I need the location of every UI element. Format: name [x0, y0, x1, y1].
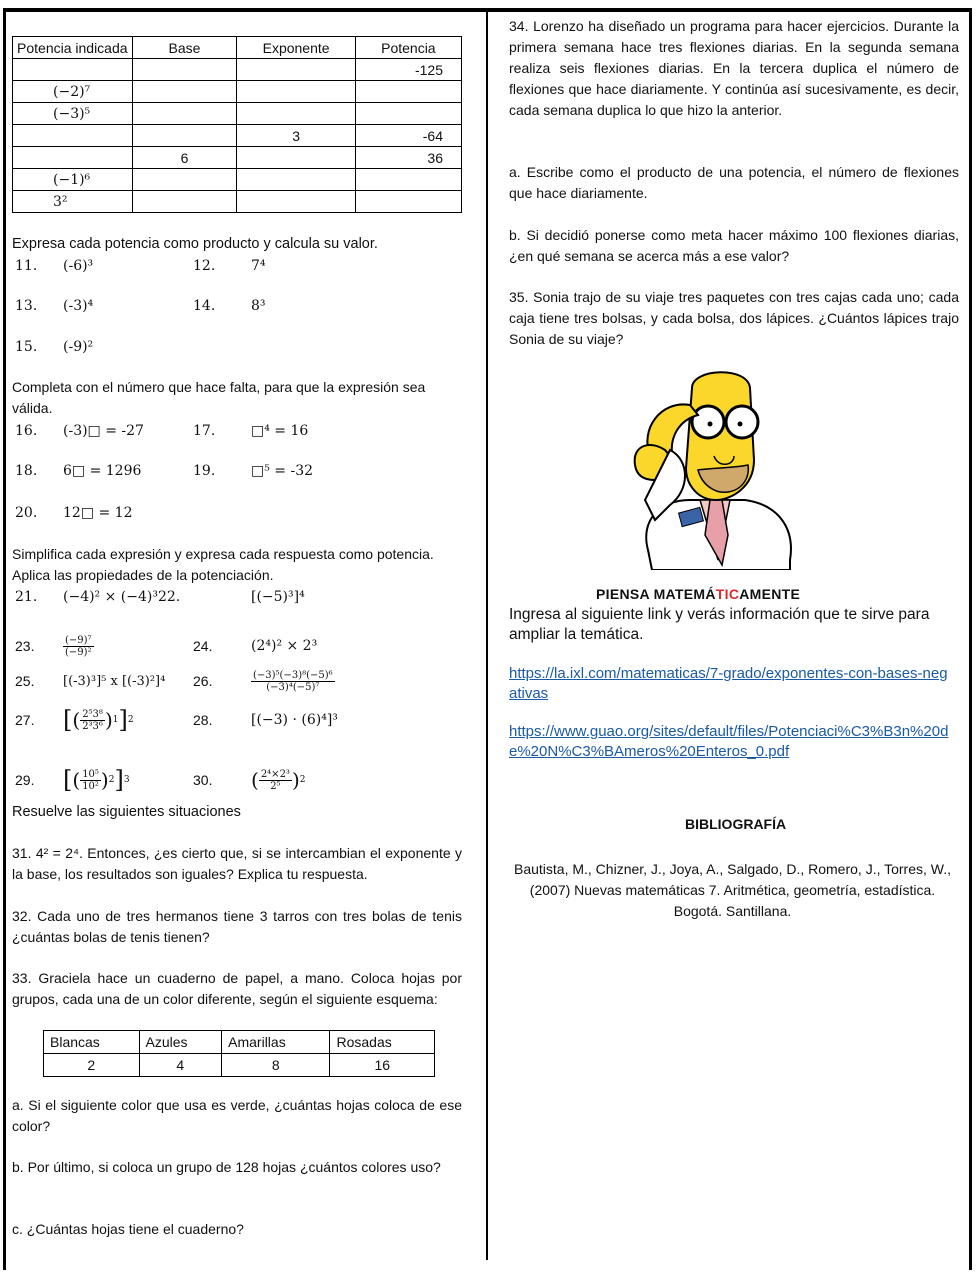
colors-header-amarillas: Amarillas — [222, 1031, 330, 1054]
row-23-24 — [15, 628, 317, 664]
piensa-text: Ingresa al siguiente link y verás información que te sirve para ampliar la temática. — [509, 606, 930, 643]
ex20-number: 20. — [15, 505, 38, 521]
powers-cell-indicated: (−1)⁶ — [13, 169, 133, 191]
bibliography-text: Bautista, M., Chizner, J., Joya, A., Salgado, D., Romero, J., Torres, W., (2007) Nuevas matemáticas 7. Aritmética, geometría, estadística. Bogotá. Santillana. — [513, 861, 952, 919]
piensa-heading — [596, 586, 800, 602]
row-25-26 — [15, 664, 335, 698]
ex14-expr: 8³ — [251, 298, 266, 314]
ex21-expr: (−4)² × (−4)³22. — [63, 589, 181, 605]
powers-cell-base — [132, 169, 237, 191]
problem-34a: a. Escribe como el producto de una potencia, el número de flexiones que hace diariamente. — [509, 164, 959, 201]
section-situations: Resuelve las siguientes situaciones — [12, 804, 241, 820]
ex27-fraction — [80, 709, 105, 732]
colors-table — [43, 1030, 435, 1077]
powers-table-row — [13, 59, 462, 81]
ex28-expr: [(−3) · (6)⁴]³ — [251, 711, 338, 728]
th-exponente: Exponente — [237, 37, 355, 59]
colors-value-blancas: 2 — [44, 1054, 140, 1077]
powers-table — [12, 36, 462, 213]
section-express: Expresa cada potencia como producto y calcula su valor. — [12, 236, 378, 252]
thinking-character-illustration — [630, 360, 800, 570]
ex30-expr: ( $\frac{\text{2⁴×2³}}{\text{2⁵}}$ ) 2 — [251, 767, 306, 792]
piensa-part3: AMENTE — [739, 586, 801, 602]
row-15 — [15, 337, 93, 358]
powers-cell-exponent — [237, 81, 355, 103]
ex14-number: 14. — [193, 298, 216, 314]
ex26-denominator: (−3)⁴(−5)⁷ — [266, 681, 320, 693]
ex26-number: 26. — [193, 672, 213, 689]
ex23-fraction — [63, 635, 193, 658]
powers-cell-exponent — [237, 169, 355, 191]
row-21-22 — [15, 587, 305, 608]
powers-cell-power: -125 — [355, 59, 461, 81]
problem-34: 34. Lorenzo ha diseñado un programa para hacer ejercicios. Durante la primera semana hace tres flexiones diarias. En la segunda semana realiza seis flexiones diarias. En la tercera duplica el número de flexiones que hace diariamente. Y continúa así sucesivamente, es decir, cada semana duplica lo que hizo la anterior. — [509, 18, 959, 118]
powers-table-row — [13, 103, 462, 125]
ex29-denominator: 10² — [82, 780, 99, 792]
powers-cell-power — [355, 81, 461, 103]
powers-cell-exponent — [237, 191, 355, 213]
problem-33b: b. Por último, si coloca un grupo de 128 hojas ¿cuántos colores uso? — [12, 1159, 441, 1175]
powers-cell-base: 6 — [132, 147, 237, 169]
problem-33c: c. ¿Cuántas hojas tiene el cuaderno? — [12, 1221, 244, 1237]
powers-cell-exponent — [237, 147, 355, 169]
th-potencia: Potencia — [355, 37, 461, 59]
ex26-fraction — [251, 670, 335, 693]
ex21-number: 21. — [15, 589, 38, 605]
powers-cell-indicated — [13, 125, 133, 147]
ex24-expr: (2⁴)² × 2³ — [251, 637, 318, 654]
ex17-number: 17. — [193, 423, 216, 439]
piensa-part1: PIENSA MATEMÁ — [596, 586, 716, 602]
problem-31: 31. 4² = 2⁴. Entonces, ¿es cierto que, si se intercambian el exponente y la base, los resultados son iguales? Explica tu respuesta. — [12, 845, 462, 882]
problem-34b: b. Si decidió ponerse como meta hacer máximo 100 flexiones diarias, ¿en qué semana se acerca más a ese valor? — [509, 227, 959, 264]
th-base: Base — [132, 37, 237, 59]
piensa-part2: TIC — [715, 586, 740, 602]
ex25-number: 25. — [15, 672, 35, 689]
ex12-expr: 7⁴ — [251, 258, 266, 274]
ex12-number: 12. — [193, 258, 216, 274]
row-16-17 — [15, 421, 308, 442]
row-29-30 — [15, 758, 305, 802]
colors-value-azules: 4 — [139, 1054, 222, 1077]
ex30-number: 30. — [193, 771, 213, 788]
row-27-28 — [15, 700, 338, 740]
ex16-number: 16. — [15, 423, 38, 439]
ex30-numerator: 2⁴×2³ — [260, 768, 290, 780]
powers-cell-indicated: 3² — [13, 191, 133, 213]
powers-cell-base — [132, 103, 237, 125]
ex15-expr: (-9)² — [63, 339, 94, 355]
colors-value-rosadas: 16 — [330, 1054, 435, 1077]
colors-header-blancas: Blancas — [44, 1031, 140, 1054]
powers-cell-power: 36 — [355, 147, 461, 169]
bibliography-title: BIBLIOGRAFÍA — [685, 816, 787, 832]
problem-32: 32. Cada uno de tres hermanos tiene 3 tarros con tres bolas de tenis ¿cuántas bolas de tenis tienen? — [12, 908, 462, 945]
link-ixl[interactable]: https://la.ixl.com/matematicas/7-grado/exponentes-con-bases-negativas — [509, 665, 948, 702]
row-11-12 — [15, 256, 475, 277]
powers-cell-power: -64 — [355, 125, 461, 147]
powers-cell-indicated: (−3)⁵ — [13, 103, 133, 125]
colors-value-amarillas: 8 — [222, 1054, 330, 1077]
powers-cell-power — [355, 191, 461, 213]
powers-cell-exponent: 3 — [237, 125, 355, 147]
section-complete: Completa con el número que hace falta, para que la expresión sea válida. — [12, 379, 426, 416]
ex30-fraction — [259, 769, 292, 792]
ex27-number: 27. — [15, 711, 35, 728]
powers-cell-base — [132, 59, 237, 81]
ex26-numerator: (−3)⁵(−3)⁸(−5)⁶ — [253, 669, 333, 681]
ex19-number: 19. — [193, 463, 216, 479]
row-13-14 — [15, 296, 266, 317]
powers-table-row — [13, 147, 462, 169]
ex11-number: 11. — [15, 258, 38, 274]
powers-table-row — [13, 169, 462, 191]
problem-33: 33. Graciela hace un cuaderno de papel, a mano. Coloca hojas por grupos, cada una de un color diferente, según el siguiente esquema: — [12, 970, 462, 1007]
ex23-denominator: (−9)² — [65, 646, 92, 658]
powers-cell-indicated — [13, 147, 133, 169]
ex13-expr: (-3)⁴ — [63, 298, 94, 314]
colors-header-azules: Azules — [139, 1031, 222, 1054]
powers-cell-base — [132, 81, 237, 103]
powers-table-row — [13, 191, 462, 213]
ex25-expr: [(-3)³]⁵ x [(-3)²]⁴ — [63, 673, 166, 689]
ex13-number: 13. — [15, 298, 38, 314]
problem-33a: a. Si el siguiente color que usa es verde, ¿cuántas hojas coloca de ese color? — [12, 1097, 462, 1134]
ex27-expr: [ ( $\frac{\text{2⁵3⁸}}{\text{2³3⁶}}$ ) 1 ] 2 — [63, 705, 134, 734]
link-guao[interactable]: https://www.guao.org/sites/default/files/Potenciaci%C3%B3n%20de%20N%C3%BAmeros%20Enteros_0.pdf — [509, 723, 949, 760]
ex29-numerator: 10⁵ — [82, 768, 99, 780]
ex18-expr: 6□ = 1296 — [63, 463, 142, 479]
ex18-number: 18. — [15, 463, 38, 479]
powers-cell-indicated: (−2)⁷ — [13, 81, 133, 103]
ex27-numerator: 2⁵3⁸ — [82, 708, 103, 720]
ex11-expr: (-6)³ — [63, 258, 94, 274]
powers-table-row — [13, 125, 462, 147]
column-divider — [486, 10, 488, 1260]
problem-35: 35. Sonia trajo de su viaje tres paquetes con tres cajas cada uno; cada caja tiene tres bolsas, y cada bolsa, dos lápices. ¿Cuántos lápices trajo Sonia de su viaje? — [509, 289, 959, 347]
powers-cell-power — [355, 169, 461, 191]
ex20-expr: 12□ = 12 — [63, 505, 133, 521]
ex19-expr: □⁵ = -32 — [251, 463, 314, 479]
ex27-denominator: 2³3⁶ — [82, 720, 103, 732]
powers-cell-exponent — [237, 103, 355, 125]
powers-cell-base — [132, 125, 237, 147]
ex29-fraction — [80, 769, 101, 792]
row-20 — [15, 503, 133, 524]
row-18-19 — [15, 461, 313, 482]
powers-table-row — [13, 81, 462, 103]
ex22-expr: [(−5)³]⁴ — [251, 589, 305, 605]
ex29-number: 29. — [15, 771, 35, 788]
ex29-expr: [ ( $\frac{\text{10⁵}}{\text{10²}}$ ) 2 ] 3 — [63, 765, 130, 794]
powers-cell-exponent — [237, 59, 355, 81]
ex28-number: 28. — [193, 711, 213, 728]
ex17-expr: □⁴ = 16 — [251, 423, 309, 439]
powers-cell-power — [355, 103, 461, 125]
ex23-number: 23. — [15, 637, 35, 654]
powers-cell-base — [132, 191, 237, 213]
ex24-number: 24. — [193, 637, 213, 654]
powers-cell-indicated — [13, 59, 133, 81]
ex23-numerator: (−9)⁷ — [65, 634, 92, 646]
ex15-number: 15. — [15, 339, 38, 355]
ex16-expr: (-3)□ = -27 — [63, 423, 144, 439]
ex30-denominator: 2⁵ — [270, 780, 281, 792]
th-potencia-indicada: Potencia indicada — [13, 37, 133, 59]
colors-header-rosadas: Rosadas — [330, 1031, 435, 1054]
section-simplify: Simplifica cada expresión y expresa cada respuesta como potencia. Aplica las propiedades de la potenciación. — [12, 546, 434, 583]
